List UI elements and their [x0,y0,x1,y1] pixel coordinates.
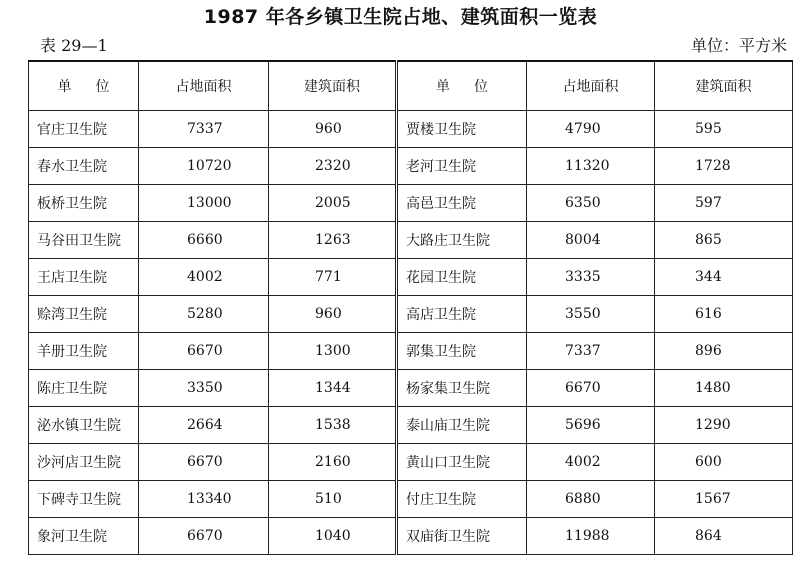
cell-left-land-area: 13340 [139,481,269,518]
table-row [29,259,793,296]
cell-right-name: 双庙街卫生院 [397,518,527,555]
cell-right-land-area: 4002 [527,444,655,481]
cell-right-land-area: 3550 [527,296,655,333]
cell-left-name: 陈庄卫生院 [29,370,139,407]
cell-right-building-area: 1567 [655,481,793,518]
cell-left-building-area: 1263 [269,222,397,259]
cell-left-name: 泌水镇卫生院 [29,407,139,444]
table-row [29,222,793,259]
cell-right-name: 花园卫生院 [397,259,527,296]
cell-right-land-area: 3335 [527,259,655,296]
cell-left-land-area: 7337 [139,111,269,148]
table-row [29,444,793,481]
cell-left-building-area: 1538 [269,407,397,444]
table-row [29,407,793,444]
cell-left-building-area: 2005 [269,185,397,222]
cell-left-building-area: 2160 [269,444,397,481]
cell-left-name: 板桥卫生院 [29,185,139,222]
page-title: 1987 年各乡镇卫生院占地、建筑面积一览表 [203,6,598,28]
table-body [29,111,793,555]
cell-left-land-area: 6670 [139,333,269,370]
cell-right-building-area: 344 [655,259,793,296]
cell-right-building-area: 595 [655,111,793,148]
cell-left-land-area: 4002 [139,259,269,296]
cell-right-land-area: 6880 [527,481,655,518]
cell-left-building-area: 510 [269,481,397,518]
cell-left-land-area: 6660 [139,222,269,259]
cell-right-name: 郭集卫生院 [397,333,527,370]
table-row [29,185,793,222]
cell-left-land-area: 3350 [139,370,269,407]
column-header-unit-2: 单位 [397,61,527,111]
cell-left-name: 羊册卫生院 [29,333,139,370]
cell-right-name: 大路庄卫生院 [397,222,527,259]
cell-left-building-area: 771 [269,259,397,296]
cell-right-building-area: 864 [655,518,793,555]
cell-left-building-area: 2320 [269,148,397,185]
cell-right-name: 泰山庙卫生院 [397,407,527,444]
table-row [29,370,793,407]
cell-right-building-area: 597 [655,185,793,222]
cell-left-name: 赊湾卫生院 [29,296,139,333]
cell-left-name: 沙河店卫生院 [29,444,139,481]
cell-right-land-area: 6670 [527,370,655,407]
cell-right-name: 高店卫生院 [397,296,527,333]
cell-right-name: 高邑卫生院 [397,185,527,222]
column-header-land-area-2: 占地面积 [527,61,655,111]
column-header-building-area-2: 建筑面积 [655,61,793,111]
cell-left-land-area: 10720 [139,148,269,185]
cell-right-building-area: 600 [655,444,793,481]
cell-left-building-area: 1344 [269,370,397,407]
cell-right-building-area: 896 [655,333,793,370]
cell-right-land-area: 7337 [527,333,655,370]
cell-left-name: 王店卫生院 [29,259,139,296]
cell-left-name: 官庄卫生院 [29,111,139,148]
table-row [29,481,793,518]
column-header-building-area: 建筑面积 [269,61,397,111]
table-row [29,333,793,370]
cell-left-land-area: 6670 [139,518,269,555]
cell-left-land-area: 2664 [139,407,269,444]
table-row [29,518,793,555]
cell-right-building-area: 616 [655,296,793,333]
cell-left-name: 春水卫生院 [29,148,139,185]
cell-right-building-area: 865 [655,222,793,259]
table-row [29,148,793,185]
cell-right-land-area: 8004 [527,222,655,259]
cell-left-building-area: 1300 [269,333,397,370]
cell-left-building-area: 1040 [269,518,397,555]
cell-right-land-area: 5696 [527,407,655,444]
header-row [29,61,793,111]
cell-right-land-area: 4790 [527,111,655,148]
data-table [28,60,793,555]
cell-right-building-area: 1728 [655,148,793,185]
cell-left-building-area: 960 [269,296,397,333]
cell-right-name: 付庄卫生院 [397,481,527,518]
column-header-land-area: 占地面积 [139,61,269,111]
table-row [29,296,793,333]
cell-right-name: 贾楼卫生院 [397,111,527,148]
cell-left-building-area: 960 [269,111,397,148]
cell-right-name: 黄山口卫生院 [397,444,527,481]
cell-left-land-area: 6670 [139,444,269,481]
cell-right-land-area: 6350 [527,185,655,222]
cell-right-building-area: 1290 [655,407,793,444]
unit-label: 单位：平方米 [690,36,787,55]
table-row [29,111,793,148]
cell-right-land-area: 11320 [527,148,655,185]
cell-left-land-area: 5280 [139,296,269,333]
cell-right-building-area: 1480 [655,370,793,407]
cell-left-name: 象河卫生院 [29,518,139,555]
cell-right-name: 杨家集卫生院 [397,370,527,407]
cell-left-name: 马谷田卫生院 [29,222,139,259]
table-number: 表 29—1 [40,36,108,55]
column-header-unit: 单位 [29,61,139,111]
cell-left-name: 下碑寺卫生院 [29,481,139,518]
cell-right-land-area: 11988 [527,518,655,555]
cell-right-name: 老河卫生院 [397,148,527,185]
cell-left-land-area: 13000 [139,185,269,222]
